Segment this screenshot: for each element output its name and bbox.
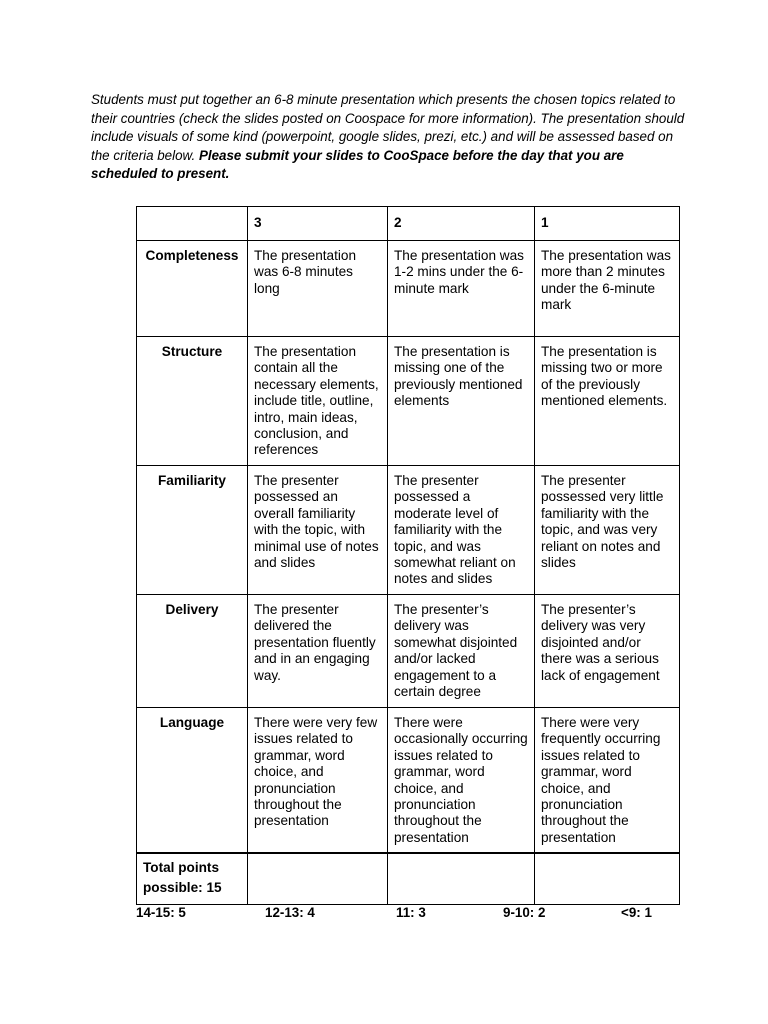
rubric-row-structure [137, 337, 680, 466]
instructions-paragraph [91, 91, 691, 184]
rubric-cell: There were occasionally occurring issues related to grammar, word choice, and pronunciation throughout the presentation [388, 708, 535, 853]
rubric-row-completeness [137, 241, 680, 337]
rubric-cell: The presenter possessed a moderate level of familiarity with the topic, and was somewhat reliant on notes and slides [388, 466, 535, 595]
grade-scale-item: 11: 3 [396, 905, 426, 920]
rubric-row-language [137, 708, 680, 853]
total-cell [535, 853, 680, 905]
grade-scale-item: 12-13: 4 [265, 905, 315, 920]
rubric-cell: There were very frequently occurring issues related to grammar, word choice, and pronunciation throughout the presentation [535, 708, 680, 853]
rubric-row-total [137, 853, 680, 905]
rubric-row-delivery [137, 595, 680, 708]
criterion-label: Familiarity [137, 466, 248, 595]
rubric-cell: The presentation was 1-2 mins under the 6-minute mark [388, 241, 535, 337]
rubric-table [136, 206, 680, 905]
rubric-cell: The presenter possessed an overall familiarity with the topic, with minimal use of notes and slides [248, 466, 388, 595]
total-cell [248, 853, 388, 905]
grade-scale-item: 14-15: 5 [136, 905, 186, 920]
rubric-cell: The presenter’s delivery was somewhat disjointed and/or lacked engagement to a certain degree [388, 595, 535, 708]
criterion-label: Language [137, 708, 248, 853]
instructions-text: Students must put together an 6-8 minute presentation which presents the chosen topics related to their countries (check the slides posted on Coospace for more information). The presentation should include visuals of some kind (powerpoint, google slides, prezi, etc.) and will be assessed based on the criteria below. [91, 92, 685, 163]
rubric-cell: The presenter’s delivery was very disjointed and/or there was a serious lack of engagement [535, 595, 680, 708]
grade-scale-item: 9-10: 2 [503, 905, 546, 920]
criterion-label: Completeness [137, 241, 248, 337]
criterion-label: Delivery [137, 595, 248, 708]
total-cell [388, 853, 535, 905]
header-cell-score-1: 1 [535, 207, 680, 241]
total-points-label: Total points possible: 15 [137, 853, 248, 905]
rubric-cell: The presentation is missing one of the previously mentioned elements [388, 337, 535, 466]
rubric-cell: The presentation was more than 2 minutes under the 6-minute mark [535, 241, 680, 337]
instructions-bold-text: Please submit your slides to CooSpace before the day that you are scheduled to present. [91, 147, 624, 182]
rubric-cell: The presenter possessed very little familiarity with the topic, and was very reliant on notes and slides [535, 466, 680, 595]
grade-scale-item: <9: 1 [621, 905, 652, 920]
rubric-cell: There were very few issues related to grammar, word choice, and pronunciation throughout the presentation [248, 708, 388, 853]
criterion-label: Structure [137, 337, 248, 466]
rubric-row-familiarity [137, 466, 680, 595]
rubric-cell: The presentation is missing two or more of the previously mentioned elements. [535, 337, 680, 466]
header-cell-score-2: 2 [388, 207, 535, 241]
rubric-header-row [137, 207, 680, 241]
rubric-cell: The presentation contain all the necessary elements, include title, outline, intro, main ideas, conclusion, and references [248, 337, 388, 466]
rubric-cell: The presentation was 6-8 minutes long [248, 241, 388, 337]
rubric-cell: The presenter delivered the presentation fluently and in an engaging way. [248, 595, 388, 708]
header-cell-empty [137, 207, 248, 241]
header-cell-score-3: 3 [248, 207, 388, 241]
